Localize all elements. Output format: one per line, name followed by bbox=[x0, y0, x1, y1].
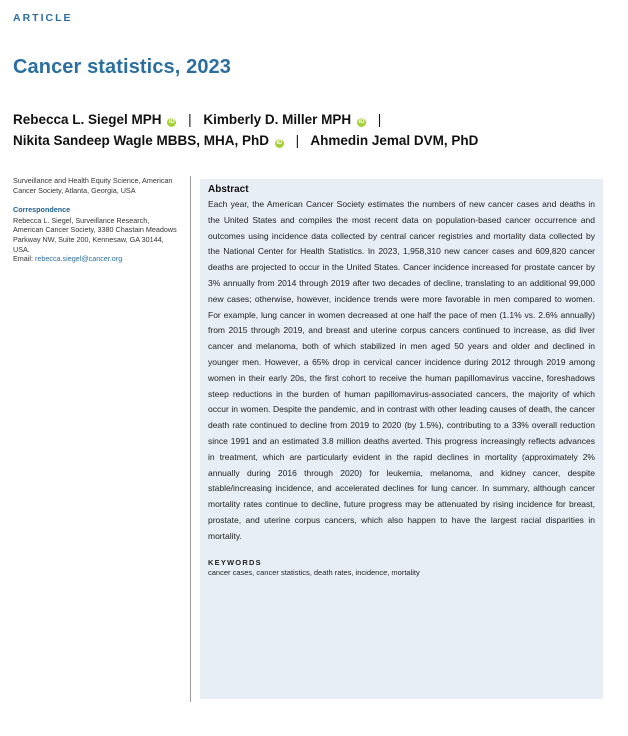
orcid-icon[interactable]: iD bbox=[168, 119, 175, 125]
orcid-icon[interactable]: iD bbox=[358, 119, 365, 125]
sidebar-info bbox=[13, 176, 181, 264]
keywords-text: cancer cases, cancer statistics, death rates, incidence, mortality bbox=[208, 567, 420, 577]
abstract-box bbox=[200, 179, 603, 699]
email-label: Email: bbox=[13, 254, 33, 264]
abstract-heading: Abstract bbox=[208, 184, 249, 195]
correspondence-email-line bbox=[13, 254, 181, 264]
orcid-icon[interactable]: iD bbox=[276, 140, 283, 146]
author-3[interactable] bbox=[13, 133, 288, 148]
author-name[interactable]: Ahmedin Jemal DVM, PhD bbox=[310, 133, 479, 148]
author-name[interactable]: Nikita Sandeep Wagle MBBS, MHA, PhD bbox=[13, 133, 270, 148]
affiliation: Surveillance and Health Equity Science, American Cancer Society, Atlanta, Georgia, USA bbox=[13, 176, 173, 195]
correspondence-address: Rebecca L. Siegel, Surveillance Research, American Cancer Society, 3380 Chastain Meadows Parkway NW, Suite 200, Kennesaw, GA 30144, USA. bbox=[13, 215, 177, 254]
correspondence-heading: Correspondence bbox=[13, 205, 71, 215]
article-type-label: ARTICLE bbox=[13, 12, 73, 24]
abstract-text: Each year, the American Cancer Society estimates the numbers of new cancer cases and deaths in the United States and compiles the most recent data on population-based cancer occurrence and outcomes using incidence data collected by central cancer registries and mortality data collected by the National Center for Health Statistics. In 2023, 1,958,310 new cancer cases and 609,820 cancer deaths are projected to occur in the United States. Cancer incidence increased for prostate cancer by 3% annually from 2014 through 2019 after two decades of decline, translating to an additional 99,000 new cases; otherwise, however, incidence trends were more favorable in men compared to women. For example, lung cancer in women decreased at one half the pace of men (1.1% vs. 2.6% annually) from 2015 through 2019, and breast and uterine corpus cancers continued to increase, as did liver cancer and melanoma, both of which stabilized in men aged 50 years and older and declined in younger men. However, a 65% drop in cervical cancer incidence during 2012 through 2019 among women in their early 20s, the first cohort to receive the human papillomavirus vaccine, foreshadows steep reductions in the burden of human papillomavirus-associated cancers, the majority of which occur in women. Despite the pandemic, and in contrast with other leading causes of death, the cancer death rate continued to decline from 2019 to 2020 (by 1.5%), contributing to a 33% overall reduction since 1991 and an estimated 3.8 million deaths averted. This progress increasingly reflects advances in treatment, which are particularly evident in the rapid declines in mortality (approximately 2% annually during 2016 through 2020) for leukemia, melanoma, and kidney cancer, despite stable/increasing incidence, and accelerated declines for lung cancer. In summary, although cancer mortality rates continue to decline, future progress may be attenuated by rising incidence for breast, prostate, and uterine corpus cancers, which also happen to have the largest racial disparities in mortality. bbox=[208, 199, 595, 541]
author-separator: | bbox=[377, 112, 382, 127]
author-list bbox=[13, 109, 613, 151]
author-4[interactable] bbox=[310, 133, 478, 148]
keywords-heading: KEYWORDS bbox=[208, 557, 262, 567]
author-2[interactable] bbox=[203, 112, 369, 127]
email-link[interactable]: rebecca.siegel@cancer.org bbox=[34, 254, 123, 264]
author-separator: | bbox=[295, 133, 300, 148]
author-name[interactable]: Kimberly D. Miller MPH bbox=[203, 112, 352, 127]
author-1[interactable] bbox=[13, 112, 180, 127]
author-name[interactable]: Rebecca L. Siegel MPH bbox=[13, 112, 162, 127]
author-separator: | bbox=[188, 112, 192, 127]
article-title: Cancer statistics, 2023 bbox=[13, 56, 231, 78]
column-divider bbox=[190, 176, 191, 702]
